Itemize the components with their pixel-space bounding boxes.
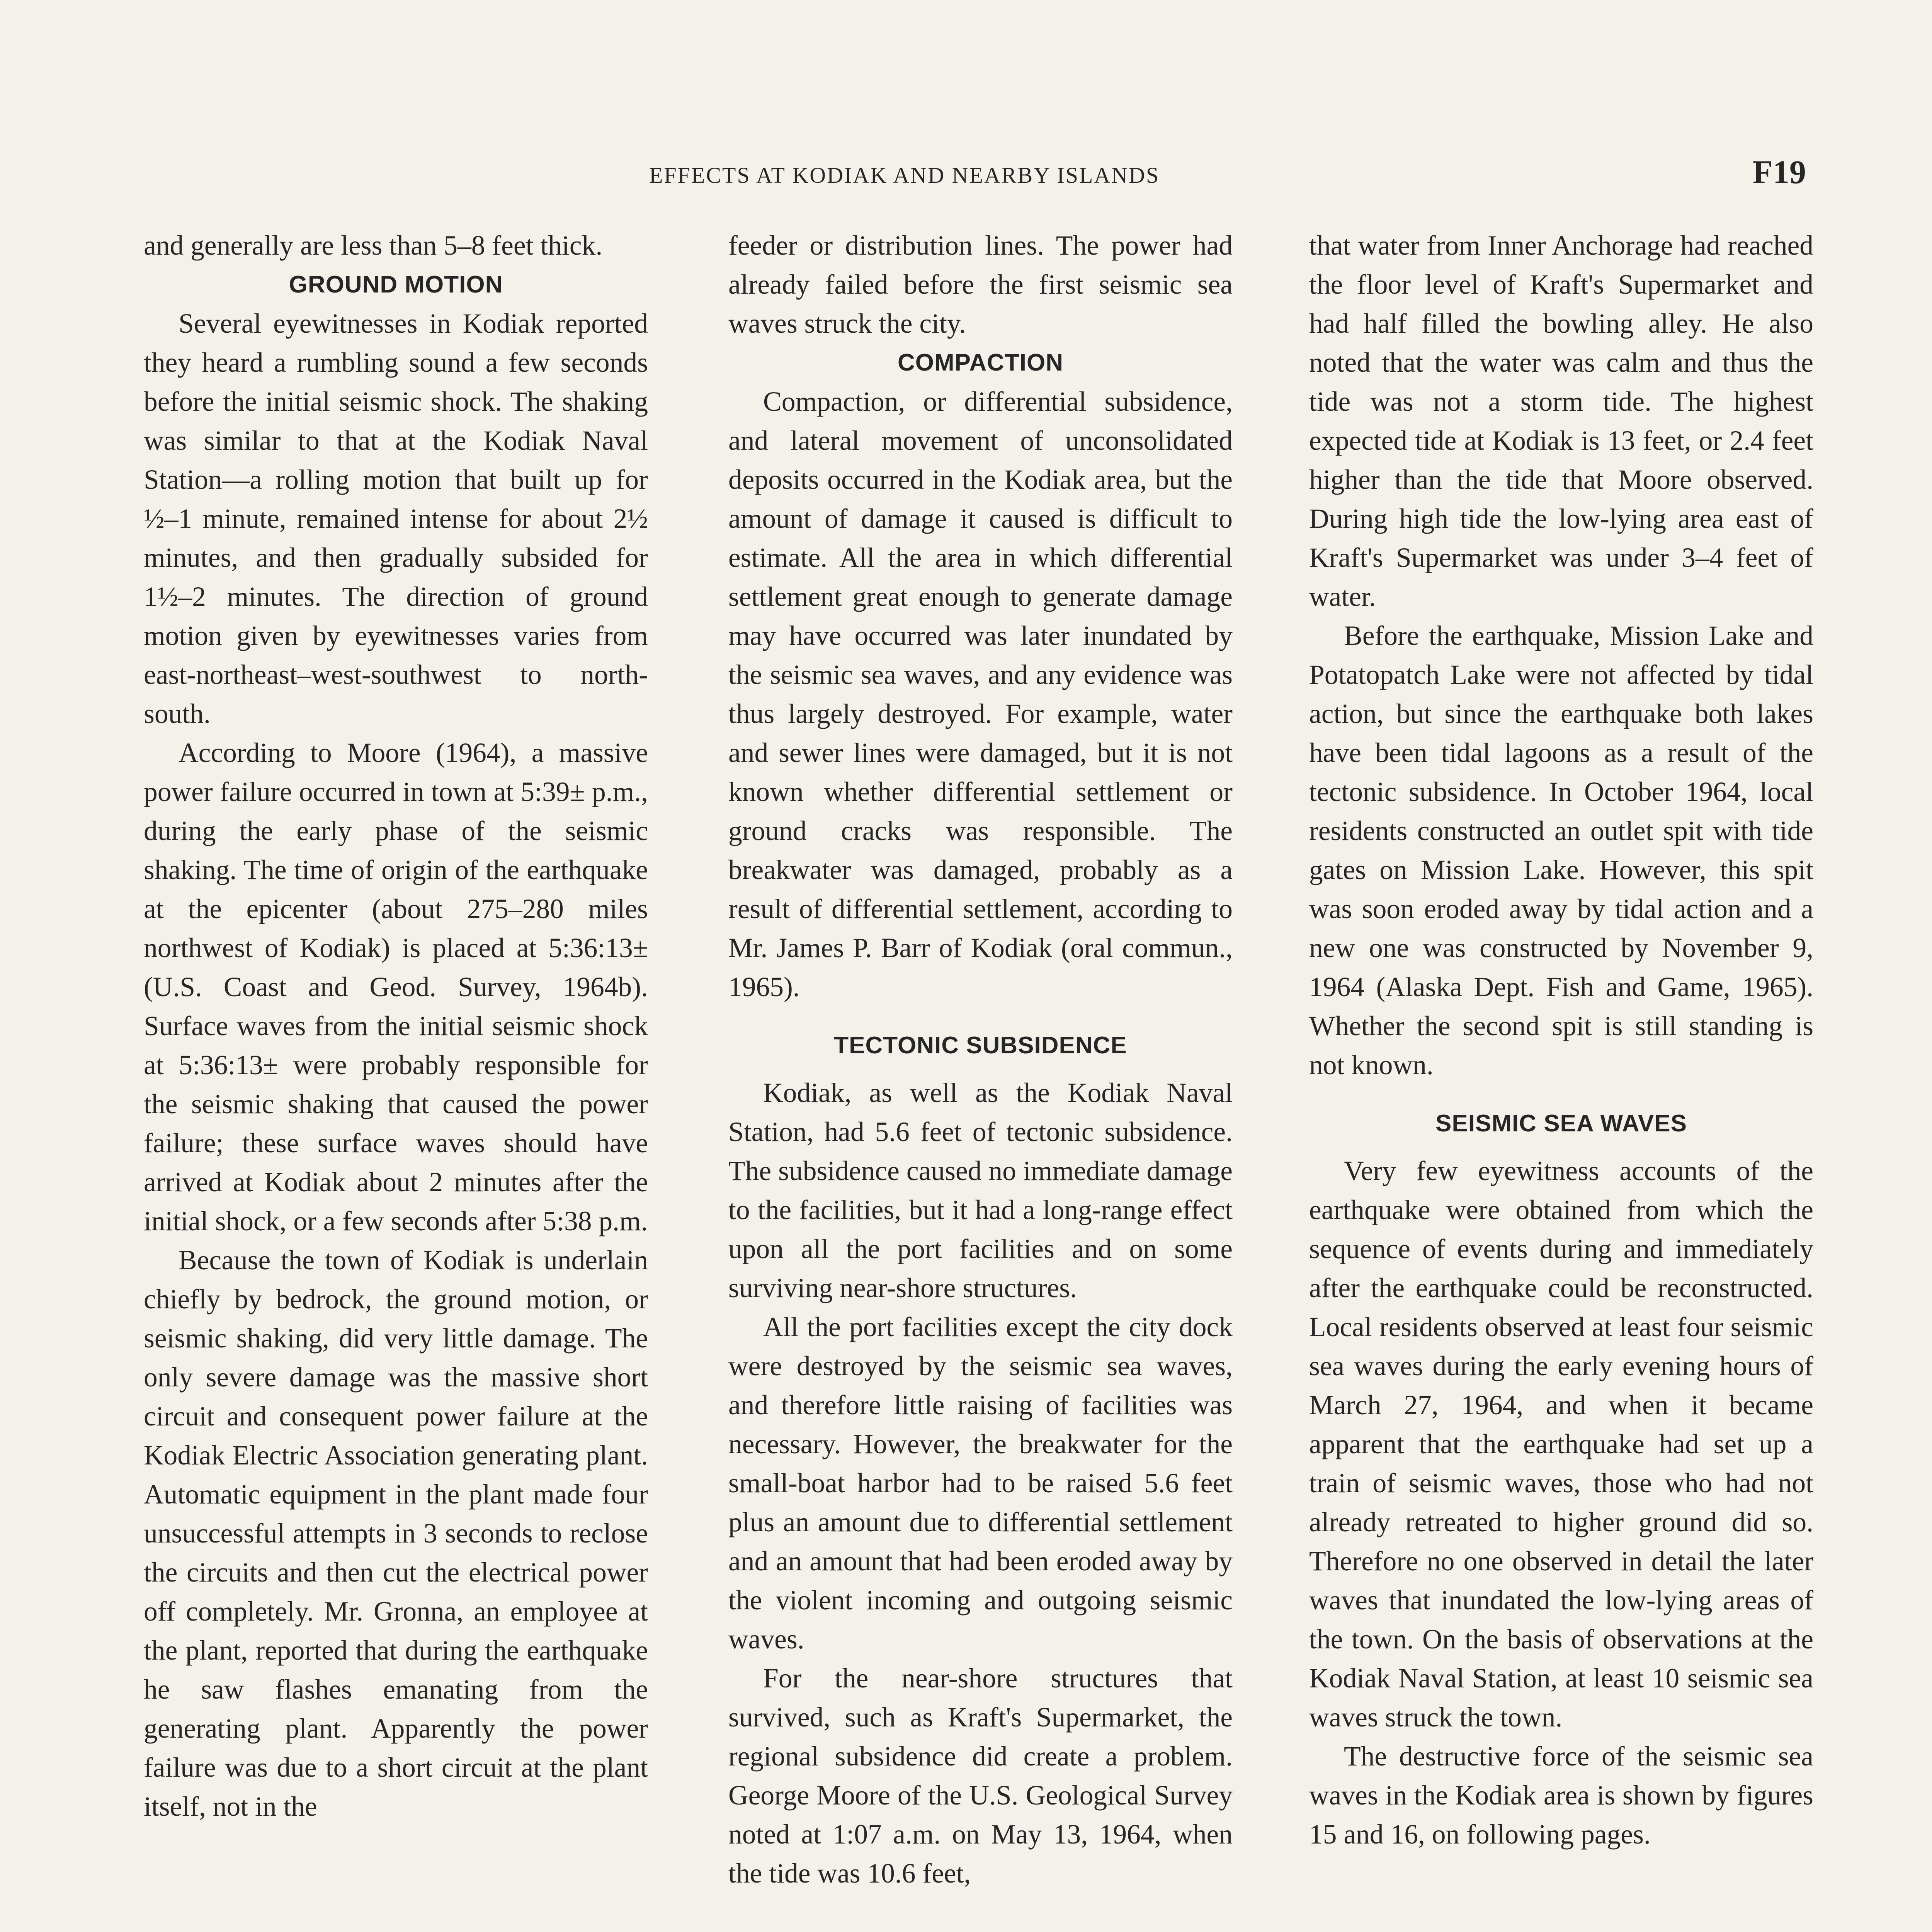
paragraph: Very few eyewitness accounts of the earthquake were obtained from which the sequence of events during and immediately after the earthquake could be reconstructed. Local residents observed at least four seismic sea waves during the early evening hours of March 27, 1964, and when it became apparent that the earthquake had set up a train of seismic waves, those who had not already retreated to higher ground did so. Therefore no one observed in detail the later waves that inundated the low-lying areas of the town. On the basis of observations at the Kodiak Naval Station, at least 10 seismic sea waves struck the town.: [1309, 1156, 1813, 1733]
paragraph: All the port facilities except the city dock were destroyed by the seismic sea waves, and therefore little raising of facilities was necessary. However, the breakwater for the small-boat harbor had to be raised 5.6 feet plus an amount due to differential settlement and an amount that had been eroded away by the violent incoming and outgoing seismic waves.: [728, 1312, 1233, 1655]
paragraph: The destructive force of the seismic sea waves in the Kodiak area is shown by figures 15 and 16, on following pages.: [1309, 1741, 1813, 1850]
paragraph: feeder or distribution lines. The power had already failed before the first seismic sea waves struck the city.: [728, 230, 1233, 339]
paragraph: that water from Inner Anchorage had reached the floor level of Kraft's Supermarket and had half filled the bowling alley. He also noted that the water was calm and thus the tide was not a storm tide. The highest expected tide at Kodiak is 13 feet, or 2.4 feet higher than the tide that Moore observed. During high tide the low-lying area east of Kraft's Supermarket was under 3–4 feet of water.: [1309, 230, 1813, 612]
paragraph: According to Moore (1964), a massive power failure occurred in town at 5:39± p.m., during the early phase of the seismic shaking. The time of origin of the earthquake at the epicenter (about 275–280 miles northwest of Kodiak) is placed at 5:36:13± (U.S. Coast and Geod. Survey, 1964b). Surface waves from the initial seismic shock at 5:36:13± were probably responsible for the seismic shaking that caused the power failure; these surface waves should have arrived at Kodiak about 2 minutes after the initial shock, or a few seconds after 5:38 p.m.: [144, 738, 648, 1236]
paragraph: Kodiak, as well as the Kodiak Naval Station, had 5.6 feet of tectonic subsidence. The subsidence caused no immediate damage to the facilities, but it had a long-range effect upon all the port facilities and on some surviving near-shore structures.: [728, 1078, 1233, 1303]
paragraph: Several eyewitnesses in Kodiak reported they heard a rumbling sound a few seconds before the initial seismic shock. The shaking was similar to that at the Kodiak Naval Station—a rolling motion that built up for ½–1 minute, remained intense for about 2½ minutes, and then gradually subsided for 1½–2 minutes. The direction of ground motion given by eyewitnesses varies from east-northeast–west-southwest to north-south.: [144, 308, 648, 729]
section-heading-ground-motion: GROUND MOTION: [289, 271, 503, 298]
page-number: F19: [1752, 153, 1806, 190]
paragraph: Compaction, or differential subsidence, and lateral movement of unconsolidated deposits occurred in the Kodiak area, but the amount of damage it caused is difficult to estimate. All the area in which differential settlement great enough to generate damage may have occurred was later inundated by the seismic sea waves, and any evidence was thus largely destroyed. For example, water and sewer lines were damaged, but it is not known whether differential settlement or ground cracks was responsible. The breakwater was damaged, probably as a result of differential settlement, according to Mr. James P. Barr of Kodiak (oral commun., 1965).: [728, 386, 1233, 1002]
paragraph: Before the earthquake, Mission Lake and Potatopatch Lake were not affected by tidal action, but since the earthquake both lakes have been tidal lagoons as a result of the tectonic subsidence. In October 1964, local residents constructed an outlet spit with tide gates on Mission Lake. However, this spit was soon eroded away by tidal action and a new one was constructed by November 9, 1964 (Alaska Dept. Fish and Game, 1965). Whether the second spit is still standing is not known.: [1309, 621, 1813, 1080]
paragraph: Because the town of Kodiak is underlain chiefly by bedrock, the ground motion, or seismic shaking, did very little damage. The only severe damage was the massive short circuit and consequent power failure at the Kodiak Electric Association generating plant. Automatic equipment in the plant made four unsuccessful attempts in 3 seconds to reclose the circuits and then cut the electrical power off completely. Mr. Gronna, an employee at the plant, reported that during the earthquake he saw flashes emanating from the generating plant. Apparently the power failure was due to a short circuit at the plant itself, not in the: [144, 1245, 648, 1822]
section-heading-tectonic-subsidence: TECTONIC SUBSIDENCE: [834, 1032, 1127, 1059]
column-3: [1309, 226, 1813, 1854]
paragraph: and generally are less than 5–8 feet thick.: [144, 230, 603, 261]
running-head: EFFECTS AT KODIAK AND NEARBY ISLANDS: [649, 163, 1160, 188]
section-heading-compaction: COMPACTION: [897, 349, 1064, 376]
column-2: [728, 226, 1233, 1893]
paragraph: For the near-shore structures that survived, such as Kraft's Supermarket, the regional subsidence did create a problem. George Moore of the U.S. Geological Survey noted at 1:07 a.m. on May 13, 1964, when the tide was 10.6 feet,: [728, 1663, 1233, 1889]
section-heading-seismic-sea-waves: SEISMIC SEA WAVES: [1435, 1110, 1687, 1137]
column-1: [144, 226, 648, 1826]
